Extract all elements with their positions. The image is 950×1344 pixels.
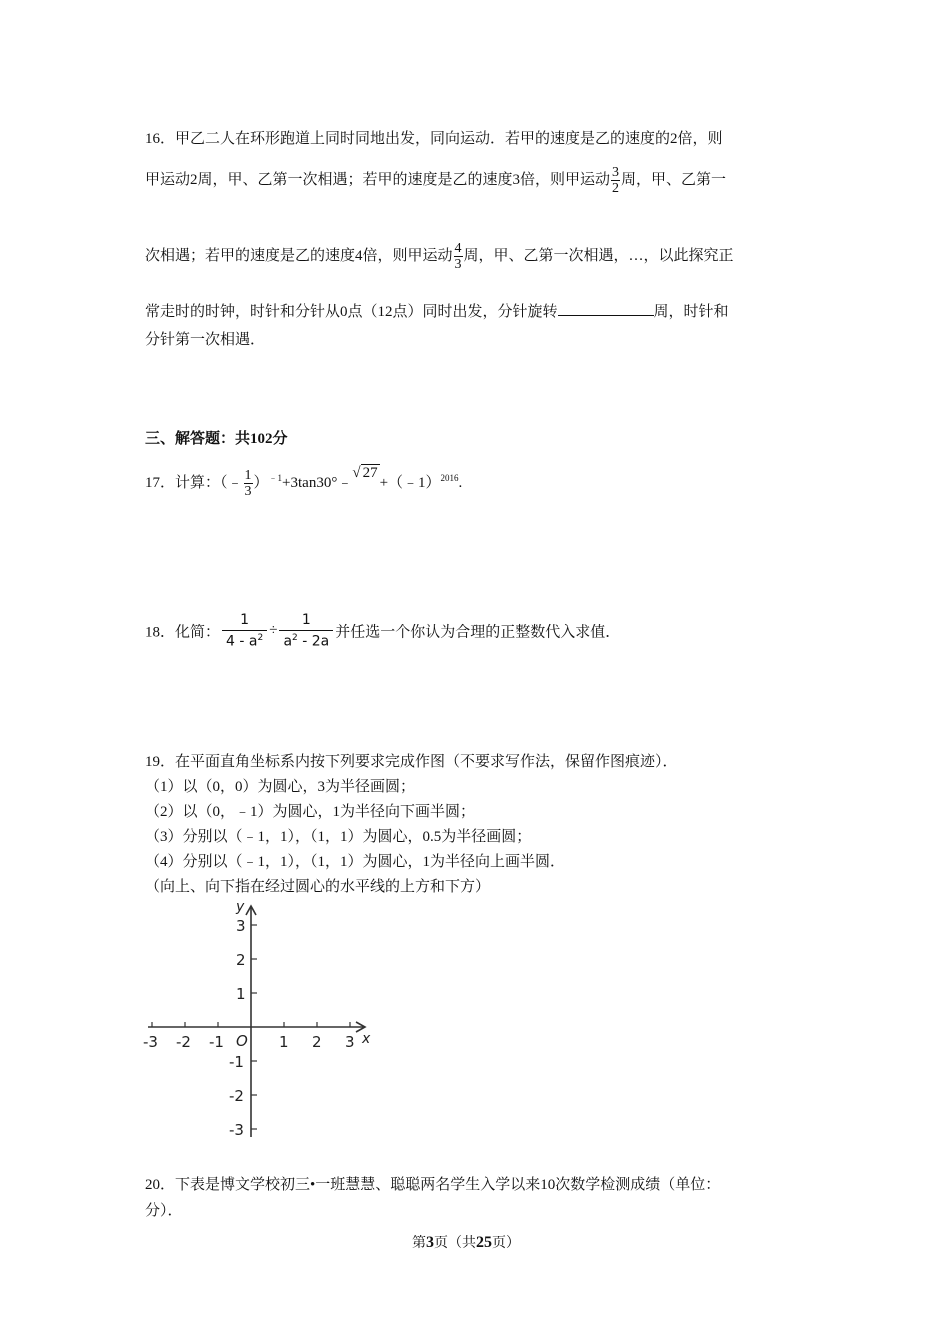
x-tick-label: -1 <box>209 1033 224 1051</box>
q16-line4 <box>145 300 729 321</box>
x-tick-label: 1 <box>279 1033 289 1051</box>
q17-exponent-2016: 2016 <box>440 472 459 483</box>
y-tick-label: -2 <box>229 1087 244 1105</box>
q18-suffix: 并任选一个你认为合理的正整数代入求值． <box>335 624 621 641</box>
q20-line1: 20．下表是博文学校初三•一班慧慧、聪聪两名学生入学以来10次数学检测成绩（单位： <box>145 1177 721 1193</box>
q17-line <box>145 464 463 499</box>
q17-fraction-1-3 <box>244 468 253 499</box>
footer-post: 页） <box>492 1236 520 1251</box>
y-axis-label: y <box>236 899 245 915</box>
coordinate-axes <box>140 897 380 1147</box>
q19-item-4: （4）分别以（﹣1，1），（1，1）为圆心，1为半径向上画半圆． <box>145 854 566 870</box>
division-sign: ÷ <box>269 622 278 639</box>
radicand: 27 <box>362 464 378 481</box>
q16-line2 <box>145 165 726 196</box>
x-tick-label: 2 <box>312 1033 322 1051</box>
q17-exponent: ﹣1 <box>268 472 283 483</box>
q19-note: （向上、向下指在经过圆心的水平线的上方和下方） <box>145 879 491 895</box>
x-tick-label: -3 <box>143 1033 158 1051</box>
denominator-exponent: 2 <box>292 633 298 643</box>
denominator-text: 4 - a <box>226 633 258 650</box>
frac-numerator: 1 <box>279 612 333 631</box>
q18-fraction-2 <box>279 612 333 650</box>
q17-prefix: 17．计算：（﹣ <box>145 474 243 491</box>
q19-item-3: （3）分别以（﹣1，1），（1，1）为圆心，0.5为半径画圆； <box>145 829 532 845</box>
y-tick-label: 1 <box>236 985 246 1003</box>
origin-label: O <box>236 1032 248 1050</box>
frac-numerator: 3 <box>612 165 620 180</box>
q18-fraction-1 <box>222 612 267 650</box>
section-title: 三、解答题：共102分 <box>145 431 288 447</box>
q16-line5: 分针第一次相遇． <box>145 332 266 348</box>
sqrt-27: √ 27 <box>352 464 378 481</box>
q19-item-2: （2）以（0，﹣1）为圆心，1为半径向下画半圆； <box>145 804 476 820</box>
frac-denominator: 3 <box>244 484 252 499</box>
q16-fraction-3-2 <box>611 165 620 196</box>
q16-line3 <box>145 241 734 272</box>
q17-end: . <box>458 474 463 491</box>
frac-numerator: 4 <box>454 241 462 256</box>
denominator-text-b: - 2a <box>297 633 330 650</box>
q19-intro: 19．在平面直角坐标系内按下列要求完成作图（不要求写作法，保留作图痕迹）． <box>145 754 678 770</box>
q16-line2-text-b: 周，甲、乙第一 <box>621 171 727 188</box>
frac-denominator <box>279 631 333 650</box>
q16-line3-text-a: 次相遇；若甲的速度是乙的速度4倍，则甲运动 <box>145 247 453 264</box>
q16-line4-text-a: 常走时的时钟，时针和分针从0点（12点）同时出发，分针旋转 <box>145 304 558 320</box>
q16-fraction-4-3 <box>454 241 463 272</box>
denominator-text: a <box>283 633 293 650</box>
q16-line1: 16．甲乙二人在环形跑道上同时同地出发，同向运动．若甲的速度是乙的速度的2倍，则 <box>145 131 723 147</box>
q17-tail: +（﹣1） <box>379 474 441 491</box>
answer-blank[interactable] <box>558 301 654 316</box>
q18-line <box>145 612 620 650</box>
frac-denominator: 2 <box>612 181 620 196</box>
q16-line2-text-a: 甲运动2周，甲、乙第一次相遇；若甲的速度是乙的速度3倍，则甲运动 <box>145 171 611 188</box>
x-axis-label: x <box>362 1031 371 1047</box>
y-tick-label: 3 <box>236 917 246 935</box>
x-tick-label: 3 <box>345 1033 355 1051</box>
y-tick-label: -3 <box>229 1121 244 1139</box>
footer-mid: 页（共 <box>434 1236 476 1251</box>
frac-numerator: 1 <box>244 468 252 483</box>
y-tick-label: -1 <box>229 1053 244 1071</box>
page-footer <box>412 1232 520 1252</box>
frac-numerator: 1 <box>222 612 267 631</box>
page-number: 3 <box>426 1234 434 1251</box>
q16-line3-text-b: 周，甲、乙第一次相遇，…，以此探究正 <box>463 247 734 264</box>
q20-line2: 分）． <box>145 1203 183 1219</box>
q16-line4-text-b: 周，时针和 <box>653 304 729 320</box>
q17-after-frac: ） <box>253 474 269 491</box>
footer-pre: 第 <box>412 1236 426 1251</box>
q18-prefix: 18．化简： <box>145 624 221 641</box>
q17-mid: +3tan30°﹣ <box>282 474 353 491</box>
x-tick-label: -2 <box>176 1033 191 1051</box>
q19-item-1: （1）以（0，0）为圆心，3为半径画圆； <box>145 779 416 795</box>
frac-denominator <box>222 631 267 650</box>
y-tick-label: 2 <box>236 951 246 969</box>
total-pages: 25 <box>476 1234 492 1251</box>
frac-denominator: 3 <box>454 257 462 272</box>
denominator-exponent: 2 <box>257 633 264 643</box>
